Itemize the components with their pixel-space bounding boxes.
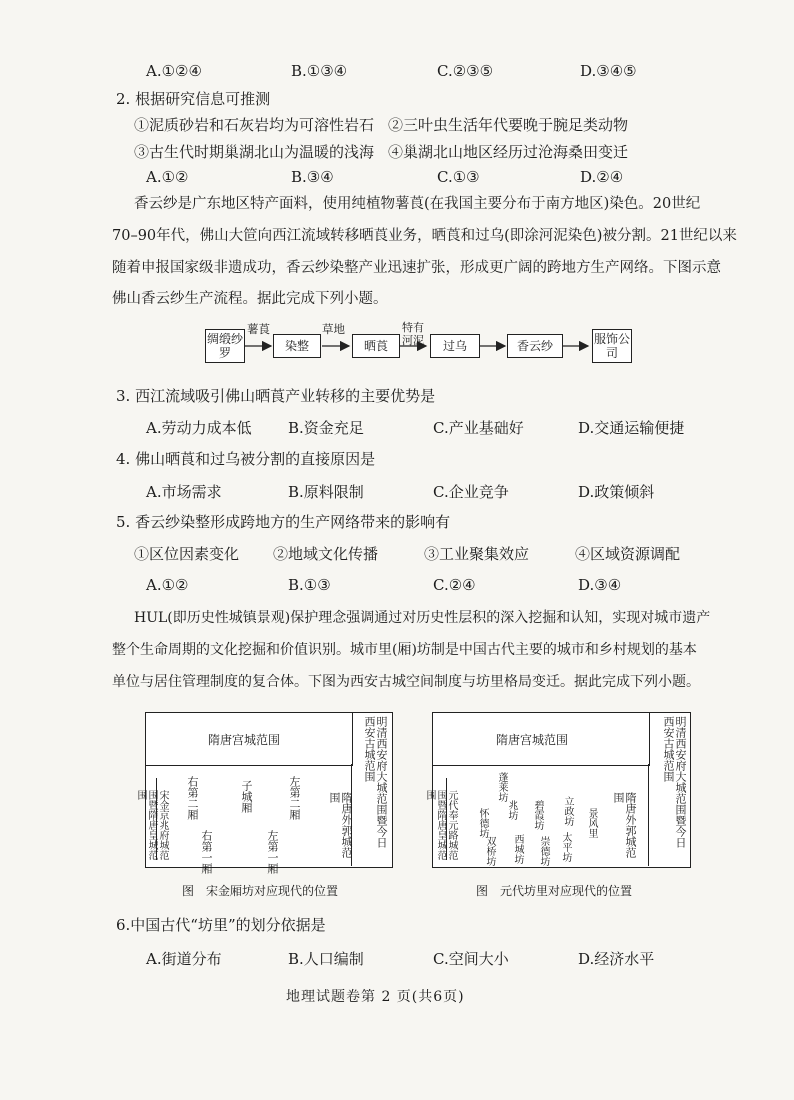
q6-option-a: A.街道分布 xyxy=(146,950,222,968)
passage1-line-1: 香云纱是广东地区特产面料，使用纯植物薯莨(在我国主要分布于南方地区)染色。20世纪 xyxy=(134,196,701,212)
q1-option-a: A.①②④ xyxy=(146,62,202,80)
q3-option-d: D.交通运输便捷 xyxy=(578,419,685,437)
map2-left-label: 元代奉元路城范围暨隋唐皇城范围 xyxy=(424,790,457,860)
q2-stem: 2. 根据研究信息可推测 xyxy=(116,90,271,108)
passage2-line-3: 单位与居住管理制度的复合体。下图为西安古城空间制度与坊里格局变迁。据此完成下列小题。 xyxy=(112,674,700,690)
q6-stem: 6.中国古代“坊里”的划分依据是 xyxy=(116,916,326,934)
flow-box-mud-coating: 过乌 xyxy=(430,334,480,358)
q4-stem: 4. 佛山晒莨和过乌被分割的直接原因是 xyxy=(116,450,376,468)
q6-option-b: B.人口编制 xyxy=(288,950,364,968)
map1-caption: 图 宋金厢坊对应现代的位置 xyxy=(182,884,339,898)
q3-option-b: B.资金充足 xyxy=(288,419,364,437)
q3-option-a: A.劳动力成本低 xyxy=(146,419,252,437)
page-footer: 地理试题卷第 2 页(共6页) xyxy=(286,989,465,1005)
q4-option-b: B.原料限制 xyxy=(288,483,364,501)
map1-ward-left-1: 左第一厢 xyxy=(266,830,279,874)
q6-option-c: C.空间大小 xyxy=(433,950,509,968)
map2-ward-taiping: 太平坊 xyxy=(560,832,571,862)
passage1-line-3: 随着申报国家级非遗成功，香云纱染整产业迅速扩张，形成更广阔的跨地方生产网络。下图示意 xyxy=(112,260,721,276)
q5-statement-3: ③工业聚集效应 xyxy=(424,545,530,563)
map2-ward-penglai: 蓬莱坊 xyxy=(496,772,507,802)
q5-option-c: C.②④ xyxy=(433,576,476,594)
q5-option-b: B.①③ xyxy=(288,576,331,594)
map2-ming-divider-lower xyxy=(648,764,649,866)
map2-ward-lizheng: 立政坊 xyxy=(562,796,573,826)
map1-ward-right-2: 右第二厢 xyxy=(186,776,199,820)
q5-statement-1: ①区位因素变化 xyxy=(134,545,240,563)
map2-ward-jingfeng: 景风里 xyxy=(586,808,597,838)
q1-option-d: D.③④⑤ xyxy=(580,62,637,80)
q2-statement-1: ①泥质砂岩和石灰岩均为可溶性岩石 xyxy=(134,116,375,134)
flow-box-silk: 绸缎纱罗 xyxy=(205,329,245,363)
q2-option-a: A.①② xyxy=(146,168,189,186)
q5-stem: 5. 香云纱染整形成跨地方的生产网络带来的影响有 xyxy=(116,513,451,531)
map1-left-label: 宋金京兆府城范围暨隋唐皇城范围 xyxy=(135,790,168,860)
map2-outer-label: 隋唐外郭城范围 xyxy=(612,792,637,858)
passage1-line-2: 70–90年代，佛山大笸向西江流域转移晒莨业务，晒莨和过乌(即涂河泥染色)被分割。21世纪以来 xyxy=(112,228,737,244)
q4-option-a: A.市场需求 xyxy=(146,483,222,501)
q4-option-c: C.企业竞争 xyxy=(433,483,509,501)
flow-box-sun-drying: 晒莨 xyxy=(352,334,400,358)
map2-caption: 图 元代坊里对应现代的位置 xyxy=(476,884,633,898)
passage2-line-2: 整个生命周期的文化挖掘和价值识别。城市里(厢)坊制是中国古代主要的城市和乡村规划的基本 xyxy=(112,642,697,658)
q2-option-c: C.①③ xyxy=(437,168,480,186)
map2-ward-shuangqiao: 双桥坊 xyxy=(484,836,495,866)
flow-box-xiangyunsha: 香云纱 xyxy=(507,334,563,358)
q6-option-d: D.经济水平 xyxy=(578,950,655,968)
map2-ward-huaide: 怀德坊 xyxy=(477,808,488,838)
q4-option-d: D.政策倾斜 xyxy=(578,483,655,501)
flow-label-river-mud: 特有河泥 xyxy=(402,321,424,347)
map1-outer-label: 隋唐外郭城范围 xyxy=(328,792,353,858)
q2-option-b: B.③④ xyxy=(291,168,334,186)
map1-palace-label: 隋唐宫城范围 xyxy=(208,733,281,747)
q2-statement-2: ②三叶虫生活年代要晚于腕足类动物 xyxy=(388,116,629,134)
passage2-line-1: HUL(即历史性城镇景观)保护理念强调通过对历史性层积的深入挖掘和认知，实现对城市遗产 xyxy=(134,610,711,626)
flow-box-clothing-company: 服饰公司 xyxy=(592,329,632,363)
map2-ward-chongde: 崇德坊 xyxy=(538,836,549,866)
map2-ward-bixia: 碧霞坊 xyxy=(532,800,543,830)
q2-statement-4: ④巢湖北山地区经历过沧海桑田变迁 xyxy=(388,143,629,161)
q2-statement-3: ③古生代时期巢湖北山为温暖的浅海 xyxy=(134,143,375,161)
q5-statement-4: ④区域资源调配 xyxy=(575,545,681,563)
map1-ward-left-2: 左第二厢 xyxy=(288,776,301,820)
q5-option-a: A.①② xyxy=(146,576,189,594)
map1-ming-label: 明清西安府大城范围暨今日西安古城范围 xyxy=(363,716,388,848)
q2-option-d: D.②④ xyxy=(580,168,624,186)
q1-option-b: B.①③④ xyxy=(291,62,348,80)
map1-ward-right-1: 右第一厢 xyxy=(200,830,213,874)
map2-palace-label: 隋唐宫城范围 xyxy=(496,733,569,747)
map2-ward-xicheng: 西城坊 xyxy=(512,834,523,864)
q3-option-c: C.产业基础好 xyxy=(433,419,524,437)
map1-ward-zicheng: 子城厢 xyxy=(240,780,253,813)
map2-ming-label: 明清西安府大城范围暨今日西安古城范围 xyxy=(662,716,687,848)
q5-statement-2: ②地域文化传播 xyxy=(273,545,379,563)
flow-label-grassland: 草地 xyxy=(322,322,345,336)
q3-stem: 3. 西江流域吸引佛山晒莨产业转移的主要优势是 xyxy=(116,387,436,405)
flow-box-dyeing: 染整 xyxy=(273,334,321,358)
q5-option-d: D.③④ xyxy=(578,576,622,594)
map2-ward-zhao: 兆坊 xyxy=(506,800,517,820)
flow-label-shuliang: 薯莨 xyxy=(247,322,270,336)
passage1-line-4: 佛山香云纱生产流程。据此完成下列小题。 xyxy=(112,291,388,307)
q1-option-c: C.②③⑤ xyxy=(437,62,494,80)
